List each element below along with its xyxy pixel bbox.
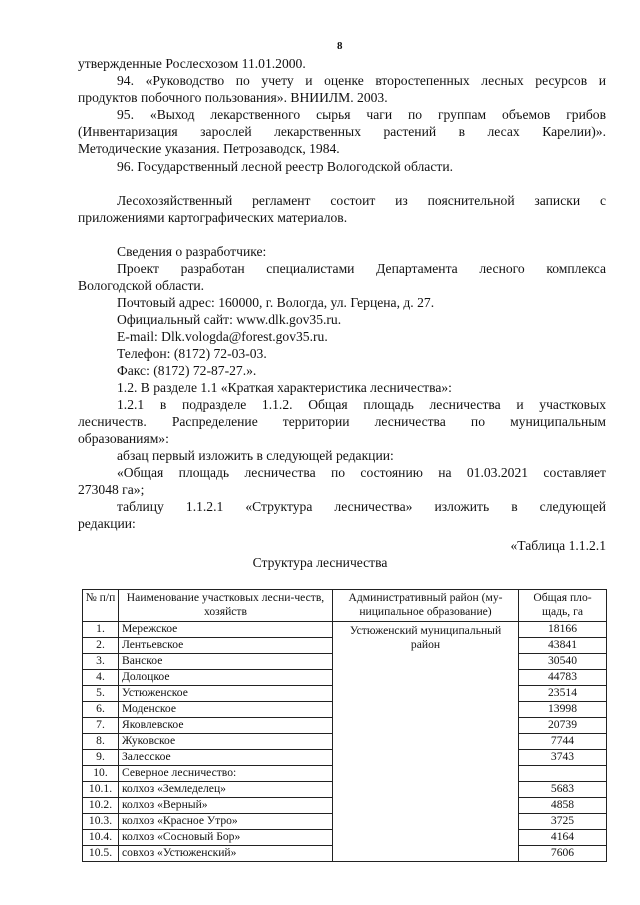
text-line: E-mail: Dlk.vologda@forest.gov35.ru. xyxy=(117,329,328,344)
text-line: (Инвентаризация зарослей лекарственных растений в лесах Карелии)». xyxy=(78,124,606,139)
row-area: 13998 xyxy=(519,702,607,718)
text-line: Телефон: (8172) 72-03-03. xyxy=(117,346,267,361)
row-num: 10.1. xyxy=(83,782,119,798)
forestry-structure-table xyxy=(82,589,607,862)
row-area: 44783 xyxy=(519,670,607,686)
row-num: 10.5. xyxy=(83,846,119,862)
row-num: 3. xyxy=(83,654,119,670)
row-area: 7606 xyxy=(519,846,607,862)
page-number: 8 xyxy=(337,40,343,52)
row-name: совхоз «Устюженский» xyxy=(119,846,333,862)
header-district: Административный район (му-ниципальное образование) xyxy=(333,590,519,622)
table-caption: «Таблица 1.1.2.1 xyxy=(510,538,606,553)
text-line: таблицу 1.1.2.1 «Структура лесничества» изложить в следующей xyxy=(117,499,606,514)
row-area: 30540 xyxy=(519,654,607,670)
row-num: 10.2. xyxy=(83,798,119,814)
row-num: 1. xyxy=(83,622,119,638)
row-area xyxy=(519,766,607,782)
text-line: Проект разработан специалистами Департамента лесного комплекса xyxy=(117,261,606,276)
row-name: Залесское xyxy=(119,750,333,766)
text-line: лесничеств. Распределение территории лесничества по муниципальным xyxy=(78,414,606,429)
table-title: Структура лесничества xyxy=(252,555,388,570)
row-num: 7. xyxy=(83,718,119,734)
row-area: 5683 xyxy=(519,782,607,798)
row-name: Ванское xyxy=(119,654,333,670)
row-name: Устюженское xyxy=(119,686,333,702)
text-line: «Общая площадь лесничества по состоянию на 01.03.2021 составляет xyxy=(117,465,606,480)
district-cell: Устюженский муниципальный район xyxy=(333,622,519,862)
text-line: 96. Государственный лесной реестр Вологодской области. xyxy=(117,159,453,174)
row-num: 4. xyxy=(83,670,119,686)
row-name: колхоз «Красное Утро» xyxy=(119,814,333,830)
text-line: 95. «Выход лекарственного сырья чаги по группам объемов грибов xyxy=(117,107,606,122)
row-num: 9. xyxy=(83,750,119,766)
row-area: 23514 xyxy=(519,686,607,702)
row-num: 10. xyxy=(83,766,119,782)
row-area: 20739 xyxy=(519,718,607,734)
header-num: № п/п xyxy=(83,590,119,622)
text-line: продуктов побочного пользования». ВНИИЛМ. 2003. xyxy=(78,90,388,105)
text-line: Факс: (8172) 72-87-27.». xyxy=(117,363,257,378)
text-line: абзац первый изложить в следующей редакции: xyxy=(117,448,394,463)
row-num: 5. xyxy=(83,686,119,702)
row-name: колхоз «Сосновый Бор» xyxy=(119,830,333,846)
row-num: 6. xyxy=(83,702,119,718)
text-line: 273048 га»; xyxy=(78,482,145,497)
text-line: Методические указания. Петрозаводск, 1984. xyxy=(78,141,340,156)
row-area: 3743 xyxy=(519,750,607,766)
text-line: Сведения о разработчике: xyxy=(117,244,267,259)
text-line: редакции: xyxy=(78,516,136,531)
text-line: 94. «Руководство по учету и оценке второстепенных лесных ресурсов и xyxy=(117,73,606,88)
row-area: 4164 xyxy=(519,830,607,846)
row-area: 7744 xyxy=(519,734,607,750)
row-name: Северное лесничество: xyxy=(119,766,333,782)
row-name: Мережское xyxy=(119,622,333,638)
text-line: приложениями картографических материалов. xyxy=(78,210,348,225)
text-line: Почтовый адрес: 160000, г. Вологда, ул. Герцена, д. 27. xyxy=(117,295,435,310)
text-line: Вологодской области. xyxy=(78,278,205,293)
table-row xyxy=(83,622,607,638)
text-line: Официальный сайт: www.dlk.gov35.ru. xyxy=(117,312,342,327)
text-line: Лесохозяйственный регламент состоит из пояснительной записки с xyxy=(117,193,606,208)
row-num: 2. xyxy=(83,638,119,654)
row-name: Моденское xyxy=(119,702,333,718)
header-area: Общая пло-щадь, га xyxy=(519,590,607,622)
row-area: 18166 xyxy=(519,622,607,638)
row-area: 4858 xyxy=(519,798,607,814)
row-name: Жуковское xyxy=(119,734,333,750)
row-name: Яковлевское xyxy=(119,718,333,734)
text-line: 1.2.1 в подразделе 1.1.2. Общая площадь лесничества и участковых xyxy=(117,397,606,412)
table-header-row xyxy=(83,590,607,622)
row-num: 10.4. xyxy=(83,830,119,846)
row-num: 8. xyxy=(83,734,119,750)
text-line: образованиям»: xyxy=(78,431,169,446)
text-line: утвержденные Рослесхозом 11.01.2000. xyxy=(78,56,306,71)
row-name: Долоцкое xyxy=(119,670,333,686)
row-name: колхоз «Земледелец» xyxy=(119,782,333,798)
header-name: Наименование участковых лесни-честв, хозяйств xyxy=(119,590,333,622)
text-line: 1.2. В разделе 1.1 «Краткая характеристика лесничества»: xyxy=(117,380,452,395)
row-num: 10.3. xyxy=(83,814,119,830)
row-name: Лентьевское xyxy=(119,638,333,654)
row-area: 3725 xyxy=(519,814,607,830)
row-area: 43841 xyxy=(519,638,607,654)
row-name: колхоз «Верный» xyxy=(119,798,333,814)
